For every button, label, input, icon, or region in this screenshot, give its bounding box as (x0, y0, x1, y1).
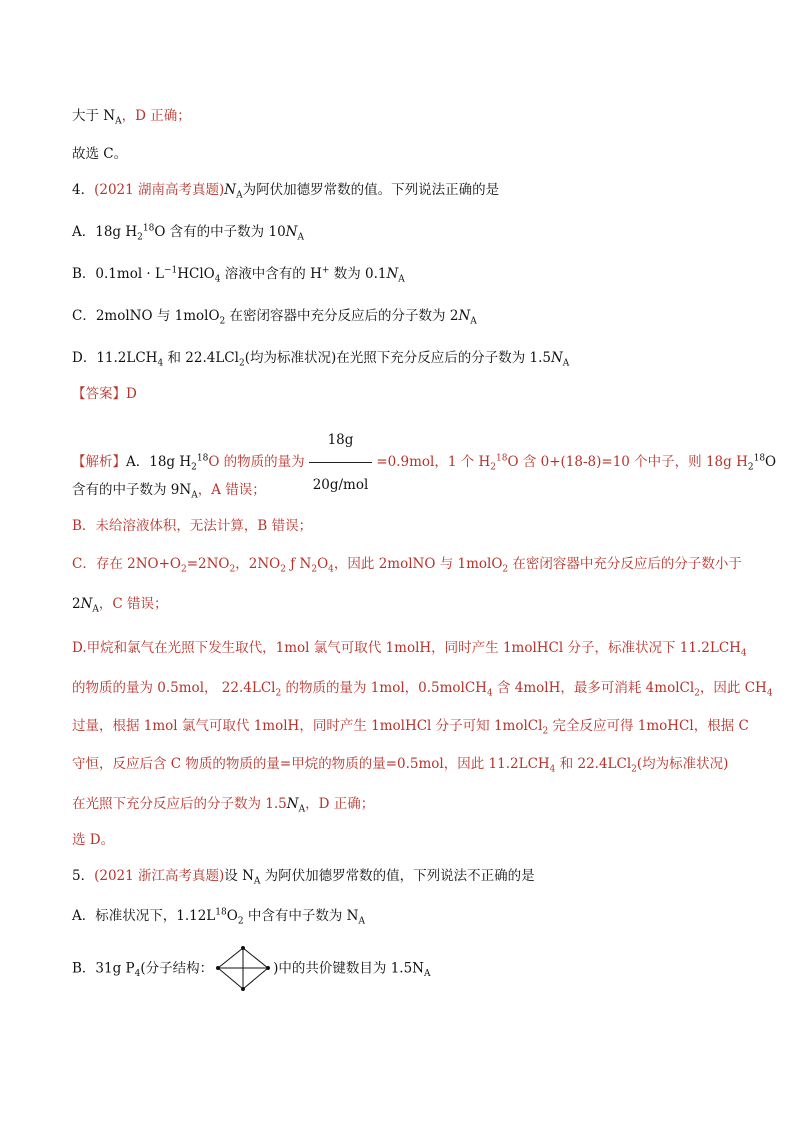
text: A．18g H (72, 224, 138, 240)
symbol: N (286, 796, 299, 812)
text: 在光照下充分反应后的分子数为 1.5 (72, 796, 287, 812)
subscript: 2 (237, 916, 244, 927)
subscript: A (191, 490, 198, 501)
text: ，A 错误； (197, 482, 266, 498)
subscript: 2 (490, 462, 497, 473)
text: O (226, 908, 238, 924)
text: (分子结构： (140, 960, 214, 977)
answer (72, 384, 137, 404)
text: O 含有的中子数为 10 (154, 224, 286, 240)
text: B．未给溶液体积，无法计算，B 错误； (72, 518, 313, 534)
text: HClO (177, 266, 215, 282)
symbol: N (80, 596, 93, 612)
question-source: (2021 浙江高考真题) (94, 868, 225, 884)
text: 含有的中子数为 9N (72, 482, 192, 498)
symbol: N (386, 266, 399, 282)
symbol: N (458, 308, 471, 324)
text: B．0.1mol · L (72, 266, 164, 282)
text: O (317, 556, 329, 572)
text: 为阿伏加德罗常数的值。下列说法正确的是 (242, 182, 500, 198)
fraction (309, 420, 373, 505)
subscript: 4 (766, 688, 773, 699)
subscript: 4 (486, 688, 493, 699)
option-a (72, 222, 304, 242)
fraction-numerator: 18g (309, 420, 373, 463)
text: 在密闭容器中充分反应后的分子数小于 (508, 556, 742, 572)
text: 中含有中子数为 N (243, 908, 359, 924)
text: 在密闭容器中充分反应后的分子数为 2 (225, 308, 459, 324)
text: 含 4molH，最多可消耗 4molCl (492, 680, 695, 696)
subscript: 2 (229, 564, 236, 575)
q5-option-b (72, 946, 430, 992)
subscript: A (236, 190, 243, 201)
text-line (72, 106, 191, 126)
text: 和 22.4LCl (163, 350, 239, 366)
superscript: 18 (496, 453, 508, 464)
q5-option-a (72, 906, 365, 926)
text: ，2NO (235, 556, 281, 572)
subscript: 2 (311, 564, 318, 575)
explanation-line-5 (72, 594, 168, 614)
subscript: A (398, 274, 405, 285)
subscript: 2 (502, 564, 509, 575)
text: 为阿伏加德罗常数的值，下列说法不正确的是 (260, 868, 535, 884)
question-number: 5． (72, 868, 95, 884)
text: =2NO (186, 556, 230, 572)
subscript: A (92, 604, 99, 615)
text: ，因此 CH (699, 680, 767, 696)
option-d (72, 348, 569, 368)
subscript: A (423, 969, 431, 980)
symbol: N (550, 350, 563, 366)
subscript: A (298, 804, 306, 815)
text: D．11.2LCH (72, 350, 158, 366)
text: 大于 N (72, 108, 116, 124)
subscript: 4 (328, 564, 334, 575)
text: 和 22.4LCl (555, 756, 632, 772)
superscript: 18 (753, 453, 766, 464)
subscript: 2 (280, 564, 286, 575)
text: ，C 错误； (98, 596, 168, 612)
subscript: 2 (542, 726, 549, 737)
text: ，因此 2molNO 与 1molO (333, 556, 503, 572)
explanation-line-6 (72, 638, 747, 658)
text: 设 N (224, 868, 254, 884)
text: ，D 正确； (121, 108, 191, 124)
fraction-denominator: 20g/mol (312, 477, 369, 493)
p4-molecule-structure-icon (215, 946, 271, 992)
text: D.甲烷和氯气在光照下发生取代，1mol 氯气可取代 1molH，同时产生 1molHCl 分子，标准状况下 11.2LCH (72, 640, 741, 656)
text: O 含 0+(18-8)=10 个中子，则 18g H (507, 454, 748, 470)
explanation-line-7 (72, 678, 773, 698)
subscript: A (358, 916, 365, 927)
explanation-line-2 (72, 480, 266, 500)
subscript: 2 (631, 764, 637, 775)
text: (均为标准状况)在光照下充分反应后的分子数为 1.5 (244, 350, 551, 366)
subscript: 4 (134, 969, 141, 980)
subscript: 2 (275, 688, 282, 699)
subscript: A (470, 316, 477, 327)
superscript: + (321, 265, 330, 276)
subscript: 2 (180, 564, 187, 575)
subscript: 2 (694, 688, 700, 699)
answer-text: 【答案】D (72, 386, 137, 402)
subscript: 2 (219, 316, 226, 327)
text: B．31g P (72, 960, 135, 977)
subscript: A (297, 232, 304, 243)
symbol: N (285, 224, 298, 240)
explanation-tag: 【解析】 (72, 454, 126, 470)
text: A．18g H (126, 454, 192, 470)
text: 的物质的量为 1mol，0.5molCH (281, 680, 487, 696)
text: C．存在 2NO+O (72, 556, 181, 572)
text: 选 D。 (72, 832, 115, 848)
symbol: N (224, 182, 237, 198)
text: 过量，根据 1mol 氯气可取代 1molH，同时产生 1molHCl 分子可知 1molCl (72, 718, 543, 734)
text: ƒ N (285, 556, 312, 572)
subscript: 4 (740, 648, 747, 659)
superscript: 18 (142, 223, 155, 234)
subscript: 2 (137, 232, 143, 243)
explanation-line-4 (72, 554, 742, 574)
subscript: 2 (747, 462, 754, 473)
explanation-line-8 (72, 716, 749, 736)
question-number: 4． (72, 182, 95, 198)
text: 数为 0.1 (329, 266, 387, 282)
option-b (72, 264, 405, 284)
text: (均为标准状况) (636, 756, 729, 772)
question-source: (2021 湖南高考真题) (94, 182, 225, 198)
text: =0.9mol，1 个 H (376, 454, 491, 470)
superscript: 18 (196, 453, 209, 464)
text-line (72, 144, 127, 164)
text: 溶液中含有的 H (220, 266, 322, 282)
explanation-line-3 (72, 516, 312, 536)
option-c (72, 306, 477, 326)
subscript: A (253, 876, 261, 887)
question-5-stem (72, 866, 535, 886)
text: O 的物质的量为 (208, 454, 305, 470)
text: O (765, 454, 777, 470)
text: ，D 正确； (305, 796, 375, 812)
superscript: −1 (163, 265, 178, 276)
text: 的物质的量为 0.5mol， 22.4LCl (72, 680, 276, 696)
text: 守恒，反应后含 C 物质的物质的量=甲烷的物质的量=0.5mol，因此 11.2LCH (72, 756, 550, 772)
subscript: 4 (214, 274, 221, 285)
explanation-line-9 (72, 754, 728, 774)
subscript: 4 (549, 764, 556, 775)
text: 2 (72, 596, 81, 612)
text: 完全反应可得 1moHCl，根据 C (548, 718, 749, 734)
subscript: A (115, 116, 122, 127)
explanation-line-10 (72, 794, 374, 814)
text: 故选 C。 (72, 146, 128, 162)
question-4-stem (72, 180, 499, 200)
subscript: 2 (238, 358, 245, 369)
text: )中的共价键数目为 1.5N (273, 960, 424, 977)
superscript: 18 (215, 907, 227, 918)
text: A．标准状况下，1.12L (72, 908, 216, 924)
subscript: A (562, 358, 570, 369)
subscript: 2 (191, 462, 197, 473)
explanation-line-11 (72, 830, 114, 850)
text: C．2molNO 与 1molO (72, 308, 220, 324)
subscript: 4 (157, 358, 164, 369)
